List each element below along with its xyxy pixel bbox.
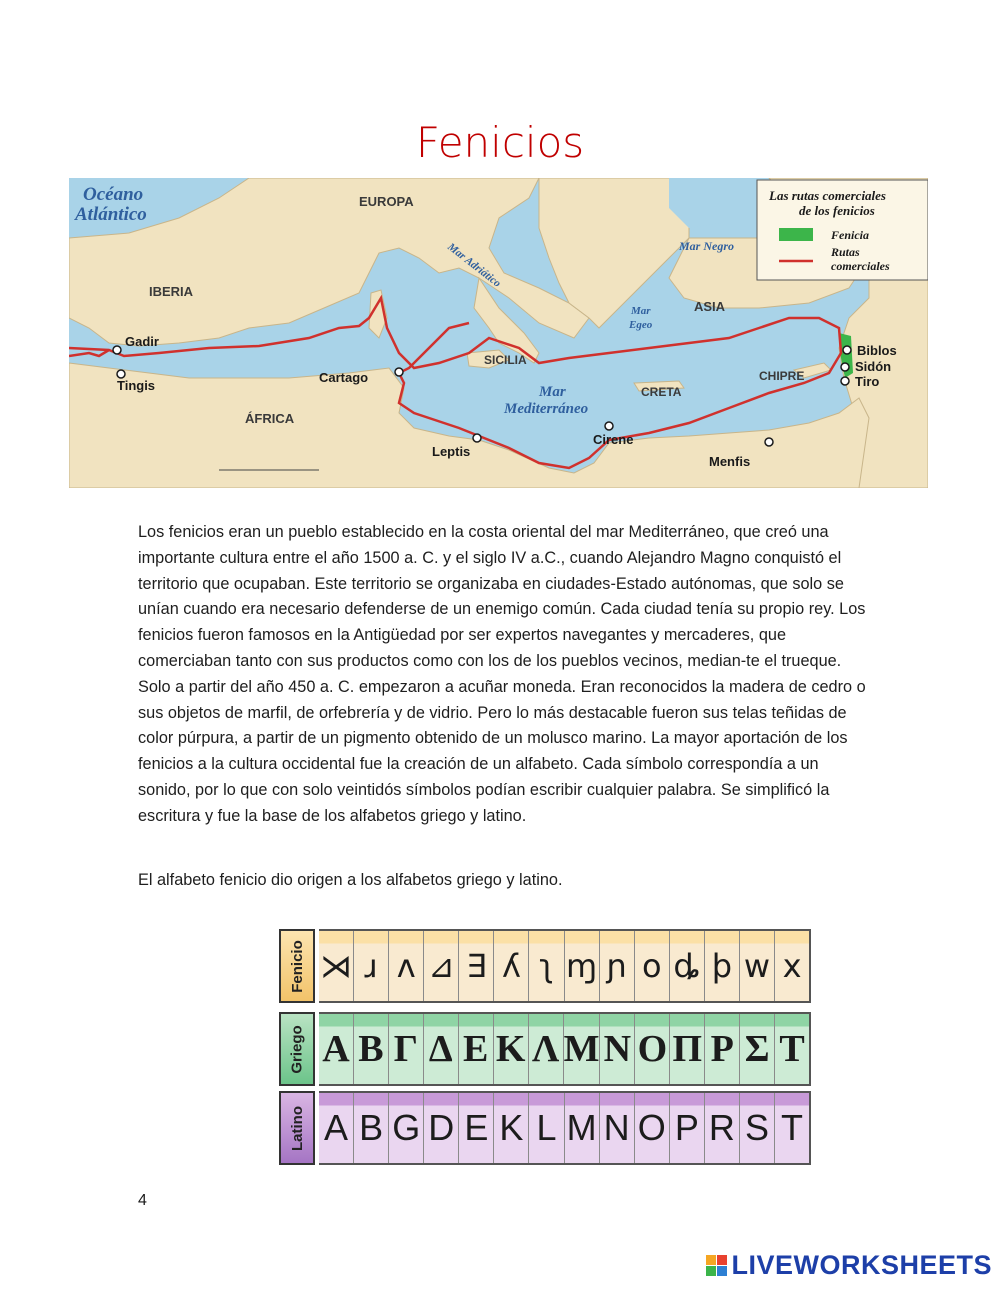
city-marker-cirene — [605, 422, 613, 430]
letter-fenicio-3: ⊿ — [424, 931, 459, 1001]
alphabet-table — [279, 929, 811, 1169]
page-title: Fenicios — [415, 118, 585, 167]
letter-griego-9: Ο — [635, 1014, 670, 1084]
letter-griego-12: Σ — [740, 1014, 775, 1084]
letter-fenicio-0: ⋊ — [319, 931, 354, 1001]
cells-latino — [319, 1091, 811, 1165]
city-sidon: Sidón — [855, 359, 892, 374]
row-fenicio — [279, 929, 811, 1003]
letter-fenicio-6: ʅ — [529, 931, 564, 1001]
city-marker-tiro — [841, 377, 849, 385]
label-africa: ÁFRICA — [245, 411, 295, 426]
legend-fenicia-swatch — [779, 228, 813, 241]
label-mar-egeo-1: Mar — [631, 305, 651, 317]
phoenician-trade-map — [69, 178, 928, 488]
city-cartago: Cartago — [319, 370, 369, 385]
letter-fenicio-9: o — [635, 931, 670, 1001]
row-label-fenicio — [279, 929, 315, 1003]
city-marker-tingis — [117, 370, 125, 378]
letter-griego-8: Ν — [600, 1014, 635, 1084]
label-iberia: IBERIA — [149, 284, 194, 299]
letter-griego-13: Τ — [775, 1014, 811, 1084]
page-number: 4 — [138, 1192, 147, 1209]
city-tiro: Tiro — [855, 374, 880, 389]
label-mediterraneo-1: Mar — [539, 384, 566, 400]
letter-latino-6: L — [529, 1093, 564, 1163]
row-label-latino — [279, 1091, 315, 1165]
letter-latino-13: T — [775, 1093, 811, 1163]
city-marker-gadir — [113, 346, 121, 354]
label-latino: Latino — [288, 1105, 306, 1151]
city-tingis: Tingis — [117, 378, 156, 393]
letter-griego-11: Ρ — [705, 1014, 740, 1084]
main-paragraph: Los fenicios eran un pueblo establecido en la costa oriental del mar Mediterráneo, que creó una importante cultura entre el año 1500 a. C. y el siglo IV a.C., cuando Alejandro Magno conquistó el territorio que ocupaban. Este territorio se organizaba en ciudades-Estado autónomas, que solo se unían cuando era necesario defenderse de un enemigo común. Cada ciudad tenía su propio rey. Los fenicios fueron famosos en la Antigüedad por ser expertos navegantes y mercaderes, que comerciaban tanto con sus productos como con los de los pueblos vecinos, median-te el trueque. Solo a partir del año 450 a. C. empezaron a acuñar moneda. Eran reconocidos la madera de cedro o sus objetos de marfil, de orfebrería y de vidrio. Pero lo más destacable fueron sus telas teñidas de color púrpura, a partir de un pigmento obtenido de un molusco marino. La mayor aportación de los fenicios a la cultura occidental fue la creación de un alfabeto. Cada símbolo correspondía a un sonido, por lo que con solo veintidós símbolos podían escribir cualquier palabra. Se simplificó la escritura y fue la base de los alfabetos griego y latino. — [138, 523, 866, 825]
letter-latino-3: D — [424, 1093, 459, 1163]
label-griego: Griego — [288, 1024, 306, 1074]
city-marker-cartago — [395, 368, 403, 376]
letter-griego-0: Α — [319, 1014, 354, 1084]
letter-latino-10: P — [670, 1093, 705, 1163]
letter-griego-1: Β — [354, 1014, 389, 1084]
label-sicilia: SICILIA — [484, 353, 527, 367]
label-ocean-1: Océano — [83, 184, 144, 205]
letter-griego-5: Κ — [494, 1014, 529, 1084]
brand-text: LIVEWORKSHEETS — [731, 1250, 992, 1280]
legend-rutas-1: Rutas — [831, 245, 860, 259]
legend-rutas-2: comerciales — [831, 259, 890, 273]
letter-latino-7: M — [565, 1093, 600, 1163]
letter-latino-4: E — [459, 1093, 494, 1163]
letter-latino-12: S — [740, 1093, 775, 1163]
legend-fenicia: Fenicia — [831, 228, 869, 242]
liveworksheets-logo[interactable] — [706, 1250, 992, 1281]
letter-fenicio-5: ʎ — [494, 931, 529, 1001]
city-leptis: Leptis — [432, 444, 471, 459]
letter-griego-6: Λ — [529, 1014, 564, 1084]
letter-latino-0: A — [319, 1093, 354, 1163]
letter-latino-8: N — [600, 1093, 635, 1163]
label-europa: EUROPA — [359, 194, 414, 209]
label-mar-adriatico: Mar Adriático — [445, 240, 504, 290]
label-mar-egeo-2: Egeo — [629, 319, 653, 331]
row-griego — [279, 1012, 811, 1086]
cells-griego — [319, 1012, 811, 1086]
letter-fenicio-4: ∃ — [459, 931, 494, 1001]
letter-latino-11: R — [705, 1093, 740, 1163]
city-marker-leptis — [473, 434, 481, 442]
letter-latino-2: G — [389, 1093, 424, 1163]
letter-griego-2: Γ — [389, 1014, 424, 1084]
letter-latino-9: O — [635, 1093, 670, 1163]
letter-latino-1: B — [354, 1093, 389, 1163]
letter-griego-10: Π — [670, 1014, 705, 1084]
label-asia: ASIA — [694, 299, 726, 314]
city-menfis: Menfis — [709, 454, 751, 469]
city-marker-sidon — [841, 363, 849, 371]
city-biblos: Biblos — [857, 343, 897, 358]
legend-title-2: de los fenicios — [799, 203, 875, 218]
cells-fenicio — [319, 929, 811, 1003]
label-mediterraneo-2: Mediterráneo — [504, 401, 589, 417]
legend-title-1: Las rutas comerciales — [769, 188, 886, 203]
second-paragraph: El alfabeto fenicio dio origen a los alfabetos griego y latino. — [138, 871, 563, 889]
label-creta: CRETA — [641, 385, 682, 399]
row-latino — [279, 1091, 811, 1165]
letter-latino-5: K — [494, 1093, 529, 1163]
city-cirene: Cirene — [593, 432, 634, 447]
map-svg — [69, 178, 928, 488]
city-marker-menfis — [765, 438, 773, 446]
label-chipre: CHIPRE — [759, 369, 805, 383]
letter-fenicio-2: ʌ — [389, 931, 424, 1001]
letter-fenicio-11: ϸ — [705, 931, 740, 1001]
letter-griego-4: Ε — [459, 1014, 494, 1084]
label-ocean-2: Atlántico — [75, 204, 147, 225]
row-label-griego — [279, 1012, 315, 1086]
liveworksheets-icon — [706, 1255, 727, 1276]
letter-fenicio-13: x — [775, 931, 811, 1001]
label-fenicio: Fenicio — [288, 939, 306, 993]
letter-fenicio-10: ȡ — [670, 931, 705, 1001]
letter-griego-7: Μ — [564, 1014, 601, 1084]
letter-griego-3: Δ — [424, 1014, 459, 1084]
letter-fenicio-8: ɲ — [600, 931, 635, 1001]
letter-fenicio-12: w — [740, 931, 775, 1001]
letter-fenicio-1: ɹ — [354, 931, 389, 1001]
city-gadir: Gadir — [125, 334, 159, 349]
city-marker-biblos — [843, 346, 851, 354]
letter-fenicio-7: ɱ — [565, 931, 600, 1001]
label-mar-negro: Mar Negro — [679, 239, 735, 253]
